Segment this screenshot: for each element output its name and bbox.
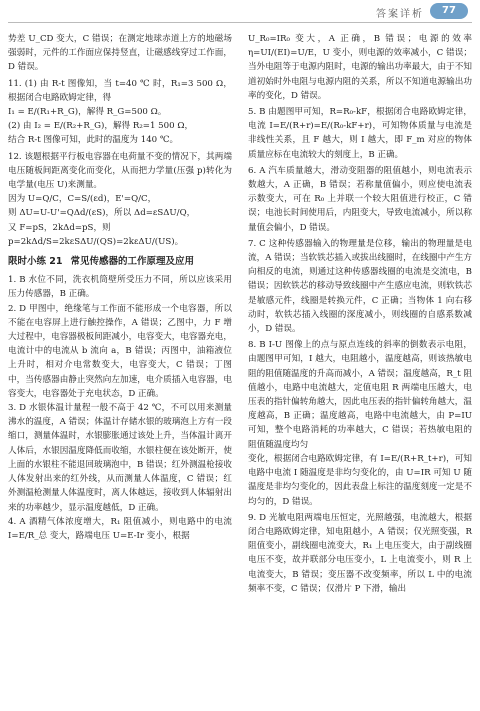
answer-8: 8. B I-U 图像上的点与原点连线的斜率的倒数表示电阻，由题图甲可知，I 越大，电阻越小，温度越高，则该热敏电阻的阻值随温度的升高而减小，A 错误；温度越高，R_t 阻值越小，电路中电流越大，定值电阻 R 两端电压越大，电压表的指针偏转角越大，因此电压表的指针偏转角越大，温度越高，B 正确；温度越高，电路中电流越大，由 P=IU 可知，整个电路消耗的功率越大，C 错误；若热敏电阻的阻值随温度均匀 — [248, 340, 472, 450]
header-divider — [8, 22, 472, 23]
page-header — [0, 0, 480, 22]
answer-1: 1. B 水位不同，洗衣机筒壁所受压力不同，所以应该采用压力传感器，B 正确。 — [8, 275, 232, 300]
left-column — [8, 32, 232, 543]
equation: 又 F=pS，2kΔd=pS，则 — [8, 222, 111, 233]
answer-12: 12. 该题根据平行板电容器在电荷量不变的情况下，其两端电压随板间距离变化而变化，从而把力学量(压强 p)转化为电学量(电压 U)来测量。 — [8, 151, 232, 191]
answer-4: 4. A 酒精气体浓度增大，R₁ 阻值减小，则电路中的电流 I=E/R_总 变大，路端电压 U=E-Ir 变小，根据 — [8, 516, 232, 541]
paragraph: U_R₀=IR₀ 变大，A 正确，B 错误；电源的效率 η=UI/(EI)=U/E，U 变小，则电源的效率减小，C 错误；当外电阻等于电源内阻时，电源的输出功率最大，由于不知道初始时外电阻与电源内阻的关系，所以不知道电源输出功率的变化，D 错误。 — [248, 34, 472, 101]
equation: I₁ = E/(R₁+R_G)，解得 R_G=500 Ω。 — [8, 107, 167, 118]
answer-5: 5. B 由题图甲可知，R=R₀-kF，根据闭合电路欧姆定律，电流 I=E/(R+r)=E/(R₀-kF+r)，可知物体质量与电流是非线性关系，且 F 越大，则 I 越大，即 F_m 对应的物体质量应标在电流较大的刻度上，B 正确。 — [248, 107, 472, 160]
section-title — [8, 255, 232, 269]
paragraph: (2) 由 I₂ = E/(R₂+R_G)，解得 R₂=1 500 Ω， — [8, 121, 194, 132]
answer-7: 7. C 这种传感器输入的物理量是位移，输出的物理量是电流，A 错误；当软铁芯插入或拔出线圈时，在线圈中产生方向相反的电流，则通过这种传感器线圈的电流是交流电，B 错误；因软铁芯的移动导致线圈中产生感应电流，则软铁芯是敏感元件，线圈是转换元件，C 正确；当物体 1 向右移动时，软铁芯插入线圈的深度减小，则线圈的自感系数减小，D 错误。 — [248, 238, 472, 335]
section-tag: 限时小练 21 — [8, 256, 63, 268]
answer-11: 11. (1) 由 R-t 图像知，当 t=40 ℃ 时，R₁=3 500 Ω，根据闭合电路欧姆定律，得 — [8, 78, 232, 103]
answer-6: 6. A 汽车质量越大，滑动变阻器的阻值越小，则电流表示数越大，A 正确，B 错误；若称量值偏小，则应使电流表示数变大，可在 R₀ 上并联一个较大阻值进行校正，C 错误；电池长时间使用后，内阻变大，导致电流减小，所以称量值会偏小，D 错误。 — [248, 165, 472, 233]
equation: 因为 U=Q/C，C=S/(εd)，E'=Q/C， — [8, 194, 157, 205]
paragraph: 结合 R-t 图像可知，此时的温度为 140 ℃。 — [8, 135, 179, 146]
page-number-badge: 77 — [430, 3, 468, 19]
answer-2: 2. D 甲图中，绝缘笔与工作面不能形成一个电容器，所以不能在电容屏上进行触控操作，A 错误；乙图中，力 F 增大过程中，电容器极板间距减小，电容变大，电容器充电，电流计中的电流从 b 流向 a，B 错误；丙图中，油箱液位上升时，相对介电常数变大，电容变大，C 错误；丁图中，当传感器由静止突然向左加速，电介质插入电容器，电容变大，电容器处于充电状态，D 正确。 — [8, 303, 232, 399]
header-label: 答案详析 — [376, 9, 424, 20]
equation: p=2kΔd/S=2kεSΔU/(QS)=2kεΔU/(US)。 — [8, 236, 184, 247]
paragraph: 变化，根据闭合电路欧姆定律，有 I=E/(R+R_t+r)，可知电路中电流 I 随温度是非均匀变化的，由 U=IR 可知 U 随温度是非均匀变化的，因此表盘上标注的温度刻度一定是不均匀的，D 错误。 — [248, 453, 472, 507]
answer-9: 9. D 光敏电阻两端电压恒定，光照越强，电流越大，根据闭合电路欧姆定律，知电阻越小，A 错误；仅光照变强，R 阻值变小，副线圈电流变大，R₁ 上电压变大，由于副线圈电压不变，故并联部分电压变小，L 上电流变小，则 R 上电流变大，B 错误；变压器不改变频率，所以 L 中的电流频率不变，C 错误；仅滑片 P 下滑，输出 — [248, 512, 472, 594]
answer-3: 3. D 水银体温计量程一般不高于 42 ℃，不可以用来测量沸水的温度，A 错误；体温计存储水银的玻璃泡上方有一段缩口，测量体温时，水银膨胀通过该处上升，当体温计离开人体后，水银因温度降低而收缩，水银柱便在该处断开，使上面的水银柱不能退回玻璃泡中，B 错误；红外测温枪接收人体发射出来的红外线，从而测量人体温度，C 错误；红外测温枪测量人体温度时，离人体越远，接收到人体辐射出来的功率越少，显示温度越低，D 正确。 — [8, 403, 232, 513]
section-heading: 常见传感器的工作原理及应用 — [70, 256, 195, 268]
right-column — [248, 32, 472, 596]
paragraph: 势差 U_CD 变大，C 错误；在测定地球赤道上方的地磁场强弱时，元件的工作面应保持竖直，让磁感线穿过工作面，D 错误。 — [8, 34, 232, 73]
equation: 则 ΔU=U-U'=QΔd/(εS)，所以 Δd=εSΔU/Q， — [8, 208, 196, 219]
